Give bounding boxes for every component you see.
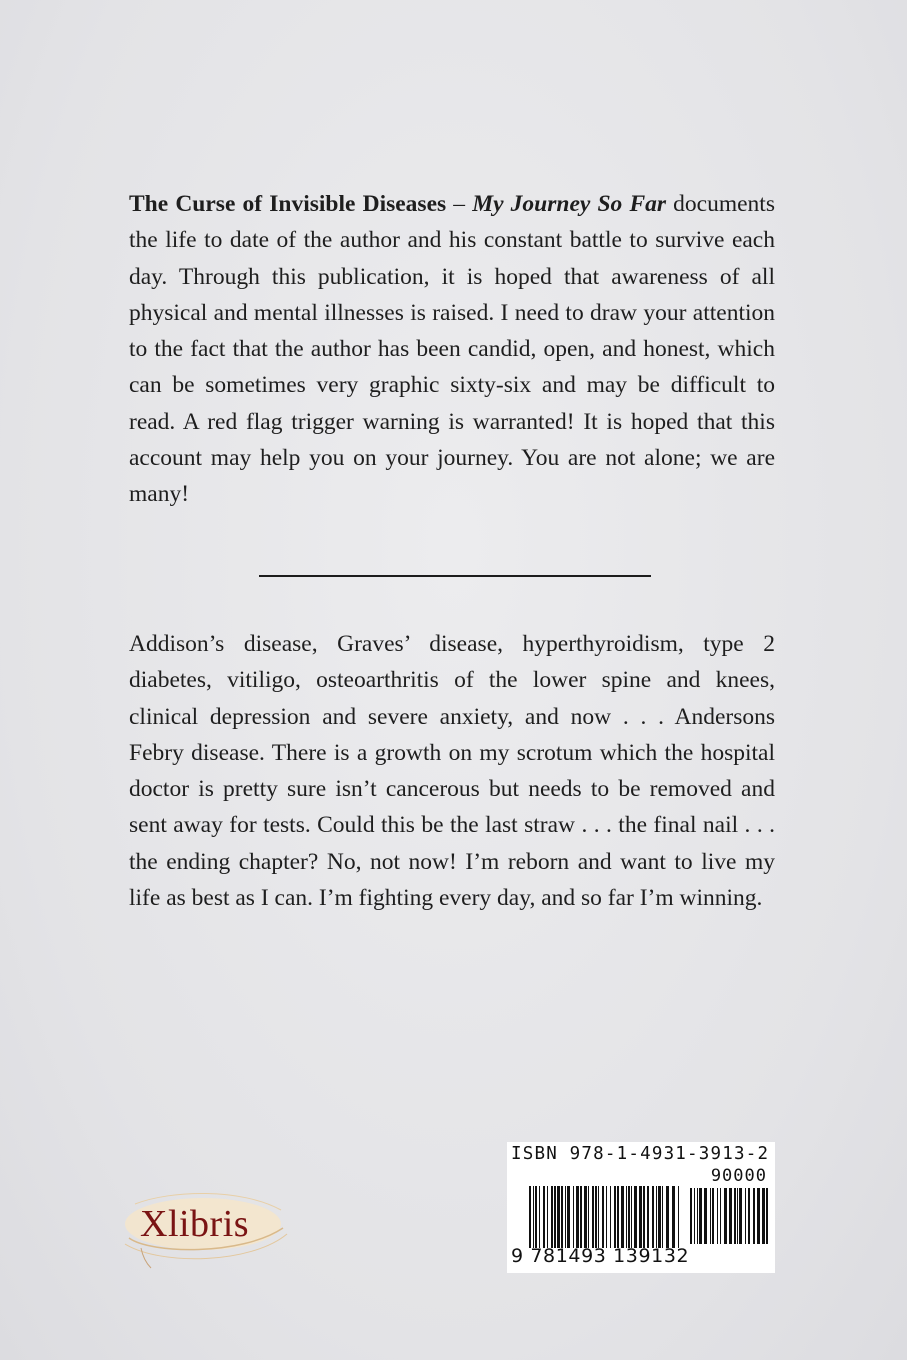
barcode-bar [737, 1188, 738, 1244]
isbn-barcode [507, 1142, 775, 1273]
barcode-bar [729, 1188, 732, 1244]
barcode-bar [699, 1188, 702, 1244]
ean-number: 9 781493 139132 [511, 1245, 690, 1267]
barcode-bar [602, 1186, 604, 1248]
barcode-bar [634, 1186, 637, 1248]
barcode-bar [697, 1188, 698, 1244]
barcode-bar [592, 1186, 594, 1248]
barcode-bar [694, 1188, 695, 1244]
barcode-bar [626, 1186, 627, 1248]
blurb-paragraph-1: documents the life to date of the author and his constant battle to survive each day. Through this publication, it is hoped that awareness of all physical and mental illnesses is raised. I need to draw your attention to the fact that the author has been candid, open, and honest, which can be sometimes very graphic sixty-six and may be difficult to read. A red flag trigger warning is warranted! It is hoped that this account may help you on your journey. You are not alone; we are many! [129, 191, 775, 508]
barcode-bar [678, 1186, 679, 1248]
barcode-bar [617, 1186, 619, 1248]
barcode-bar [565, 1186, 566, 1248]
barcode-bar [639, 1186, 642, 1248]
barcode-bar [656, 1186, 657, 1248]
barcode-bar [610, 1186, 611, 1248]
barcode-bar [554, 1186, 556, 1248]
barcode-bar [551, 1186, 553, 1248]
barcode-bar [666, 1186, 669, 1248]
barcode-bar [753, 1188, 755, 1244]
barcode-bar [557, 1186, 560, 1248]
title-dash: – [446, 191, 473, 217]
barcode-bar [584, 1186, 587, 1248]
barcode-bar [662, 1186, 663, 1248]
xlibris-logo [121, 1184, 291, 1270]
addon-barcode-bars [690, 1188, 768, 1244]
barcode-bar [757, 1188, 760, 1244]
barcode-bar [734, 1188, 736, 1244]
barcode-bar [547, 1186, 548, 1248]
barcode-bar [561, 1186, 563, 1248]
barcode-bar [529, 1186, 531, 1248]
barcode-bar [614, 1186, 616, 1248]
barcode-bar [598, 1186, 599, 1248]
section-divider [259, 575, 651, 577]
barcode-bar [621, 1186, 624, 1248]
barcode-bar [720, 1188, 721, 1244]
blurb-paragraph-2: Addison’s disease, Graves’ disease, hyperthyroidism, type 2 diabetes, vitiligo, osteoarthritis of the lower spine and knees, clinical depression and severe anxiety, and now . . . Andersons Febry disease. There is a growth on my scrotum which the hospital doctor is pretty sure isn’t cancerous but needs to be removed and sent away for tests. Could this be the last straw . . . the final nail . . . the ending chapter? No, not now! I’m reborn and want to live my life as best as I can. I’m fighting every day, and so far I’m winning. [129, 631, 775, 912]
ean-barcode-bars [529, 1186, 679, 1248]
barcode-bar [576, 1186, 579, 1248]
barcode-bar [588, 1186, 589, 1248]
barcode-bar [606, 1186, 607, 1248]
barcode-bar [567, 1186, 570, 1248]
barcode-bar [652, 1186, 654, 1248]
book-subtitle: My Journey So Far [472, 191, 667, 217]
barcode-bar [739, 1188, 742, 1244]
barcode-bar [762, 1188, 765, 1244]
barcode-bar [643, 1186, 645, 1248]
barcode-bar [717, 1188, 718, 1244]
barcode-bar [745, 1188, 746, 1244]
barcode-bar [631, 1186, 632, 1248]
barcode-bar [748, 1188, 750, 1244]
barcode-bar [533, 1186, 534, 1248]
publisher-logo-text: Xlibris [140, 1203, 250, 1245]
barcode-bar [535, 1186, 537, 1248]
barcode-bar [766, 1188, 768, 1244]
book-title: The Curse of Invisible Diseases [129, 191, 447, 217]
barcode-bar [595, 1186, 597, 1248]
barcode-bar [672, 1186, 675, 1248]
isbn-label: ISBN 978-1-4931-3913-2 [511, 1144, 770, 1164]
barcode-bar [539, 1186, 540, 1248]
barcode-bar [712, 1188, 714, 1244]
barcode-bar [658, 1186, 661, 1248]
price-code: 90000 [710, 1166, 767, 1186]
barcode-bar [573, 1186, 574, 1248]
barcode-bar [647, 1186, 649, 1248]
back-cover-blurb [129, 186, 775, 513]
barcode-bar [580, 1186, 582, 1248]
barcode-bar [724, 1188, 727, 1244]
barcode-bar [704, 1188, 707, 1244]
barcode-bar [690, 1188, 692, 1244]
barcode-bar [543, 1186, 545, 1248]
barcode-bar [628, 1186, 630, 1248]
barcode-bar [710, 1188, 711, 1244]
